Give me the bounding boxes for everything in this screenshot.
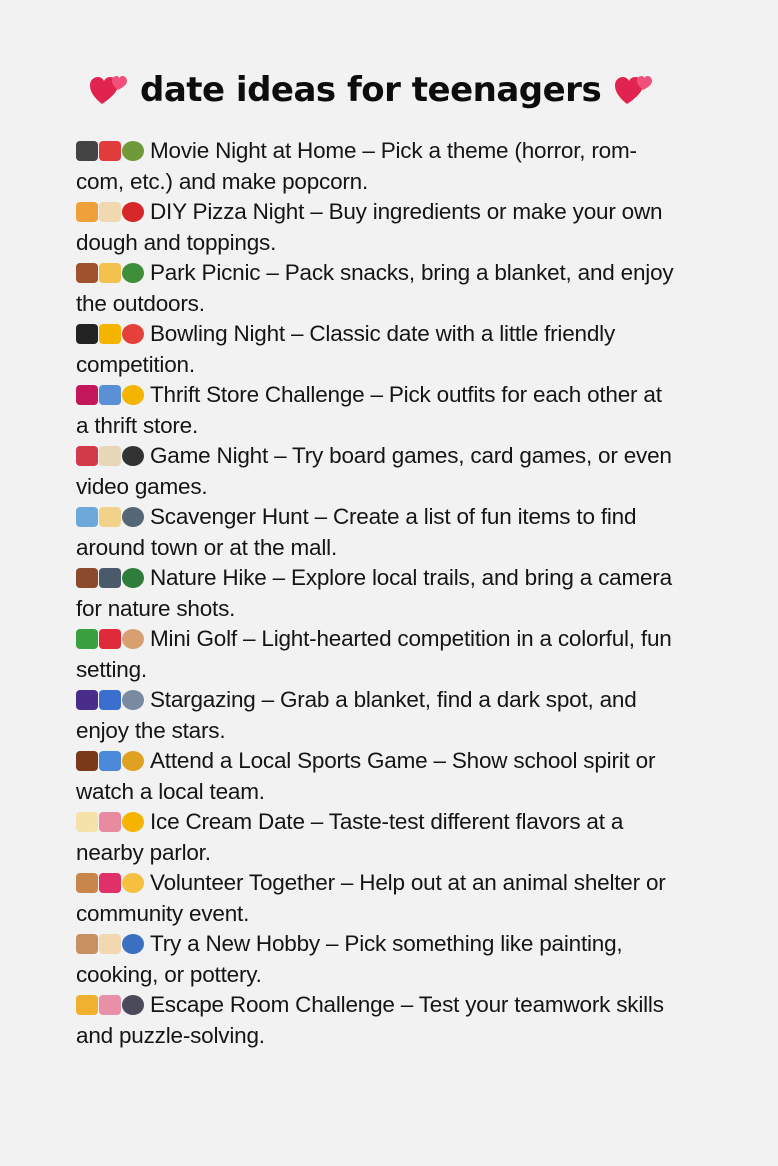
couch-icon [122,141,144,161]
idea-text: Ice Cream Date – Taste-test different flavors at a nearby parlor. [76,809,624,865]
grinning-face-icon [99,324,121,344]
list-item [76,624,676,685]
idea-text: Game Night – Try board games, card games, or even video games. [76,443,672,499]
idea-text: Try a New Hobby – Pick something like painting, cooking, or pottery. [76,931,623,987]
dice-icon [76,446,98,466]
idea-text: Stargazing – Grab a blanket, find a dark spot, and enjoy the stars. [76,687,637,743]
idea-text: Bowling Night – Classic date with a little friendly competition. [76,321,616,377]
list-item [76,136,676,197]
list-item [76,502,676,563]
tomato-icon [122,202,144,222]
emoji-group [76,690,144,710]
hiking-boot-icon [76,568,98,588]
trophy-icon [122,751,144,771]
emoji-group [76,507,144,527]
ice-cream-icon [76,812,98,832]
lock-icon [76,995,98,1015]
idea-text: Volunteer Together – Help out at an animal shelter or community event. [76,870,666,926]
megaphone-icon [99,751,121,771]
two-hearts-icon [88,70,128,110]
emoji-group [76,446,144,466]
idea-text: Thrift Store Challenge – Pick outfits for each other at a thrift store. [76,382,662,438]
shopping-bags-icon [76,385,98,405]
emoji-group [76,568,144,588]
emoji-group [76,873,144,893]
emoji-group [76,629,144,649]
emoji-group [76,324,144,344]
popcorn-icon [99,141,121,161]
collision-icon [122,324,144,344]
emoji-group [76,263,144,283]
two-hearts-icon [613,70,653,110]
list-item [76,441,676,502]
brain-icon [99,995,121,1015]
list-item [76,380,676,441]
sundae-icon [99,812,121,832]
bed-icon [122,690,144,710]
page-title: date ideas for teenagers [140,70,602,110]
heart-eyes-face-icon [122,812,144,832]
game-controller-icon [122,446,144,466]
detective-icon [122,995,144,1015]
list-item [76,197,676,258]
two-hearts-icon [99,873,121,893]
tree-icon [122,263,144,283]
idea-list [0,136,778,1051]
idea-text: DIY Pizza Night – Buy ingredients or make your own dough and toppings. [76,199,663,255]
idea-text: Mini Golf – Light-hearted competition in a colorful, fun setting. [76,626,672,682]
magnifier-icon [76,507,98,527]
football-icon [76,751,98,771]
joker-card-icon [99,446,121,466]
emoji-group [76,385,144,405]
title-row [88,62,778,118]
sandwich-icon [99,263,121,283]
paintbrush-icon [122,934,144,954]
idea-text: Escape Room Challenge – Test your teamwork skills and puzzle-solving. [76,992,664,1048]
list-item [76,746,676,807]
list-item [76,807,676,868]
cook-icon [99,934,121,954]
clapper-board-icon [76,141,98,161]
list-item [76,929,676,990]
list-item [76,990,676,1051]
laughing-face-icon [122,385,144,405]
golf-flag-icon [76,629,98,649]
handshake-icon [122,873,144,893]
list-item [76,563,676,624]
emoji-group [76,141,144,161]
camera-icon [99,568,121,588]
idea-text: Park Picnic – Pack snacks, bring a blanket, and enjoy the outdoors. [76,260,674,316]
heart-icon [99,629,121,649]
bowling-icon [76,324,98,344]
city-icon [122,507,144,527]
list-item [76,319,676,380]
emoji-group [76,812,144,832]
list-item [76,258,676,319]
emoji-group [76,202,144,222]
list-item [76,685,676,746]
idea-text: Nature Hike – Explore local trails, and bring a camera for nature shots. [76,565,672,621]
idea-text: Movie Night at Home – Pick a theme (horror, rom-com, etc.) and make popcorn. [76,138,637,194]
basket-icon [76,263,98,283]
emoji-group [76,995,144,1015]
shooting-star-icon [99,690,121,710]
pizza-icon [76,202,98,222]
scroll-icon [99,507,121,527]
idea-text: Scavenger Hunt – Create a list of fun items to find around town or at the mall. [76,504,637,560]
golfer-icon [122,629,144,649]
emoji-group [76,934,144,954]
milky-way-icon [76,690,98,710]
chef-icon [99,202,121,222]
idea-text: Attend a Local Sports Game – Show school spirit or watch a local team. [76,748,656,804]
dog-face-icon [76,873,98,893]
emoji-group [76,751,144,771]
palette-icon [76,934,98,954]
list-item [76,868,676,929]
evergreen-tree-icon [122,568,144,588]
dress-icon [99,385,121,405]
